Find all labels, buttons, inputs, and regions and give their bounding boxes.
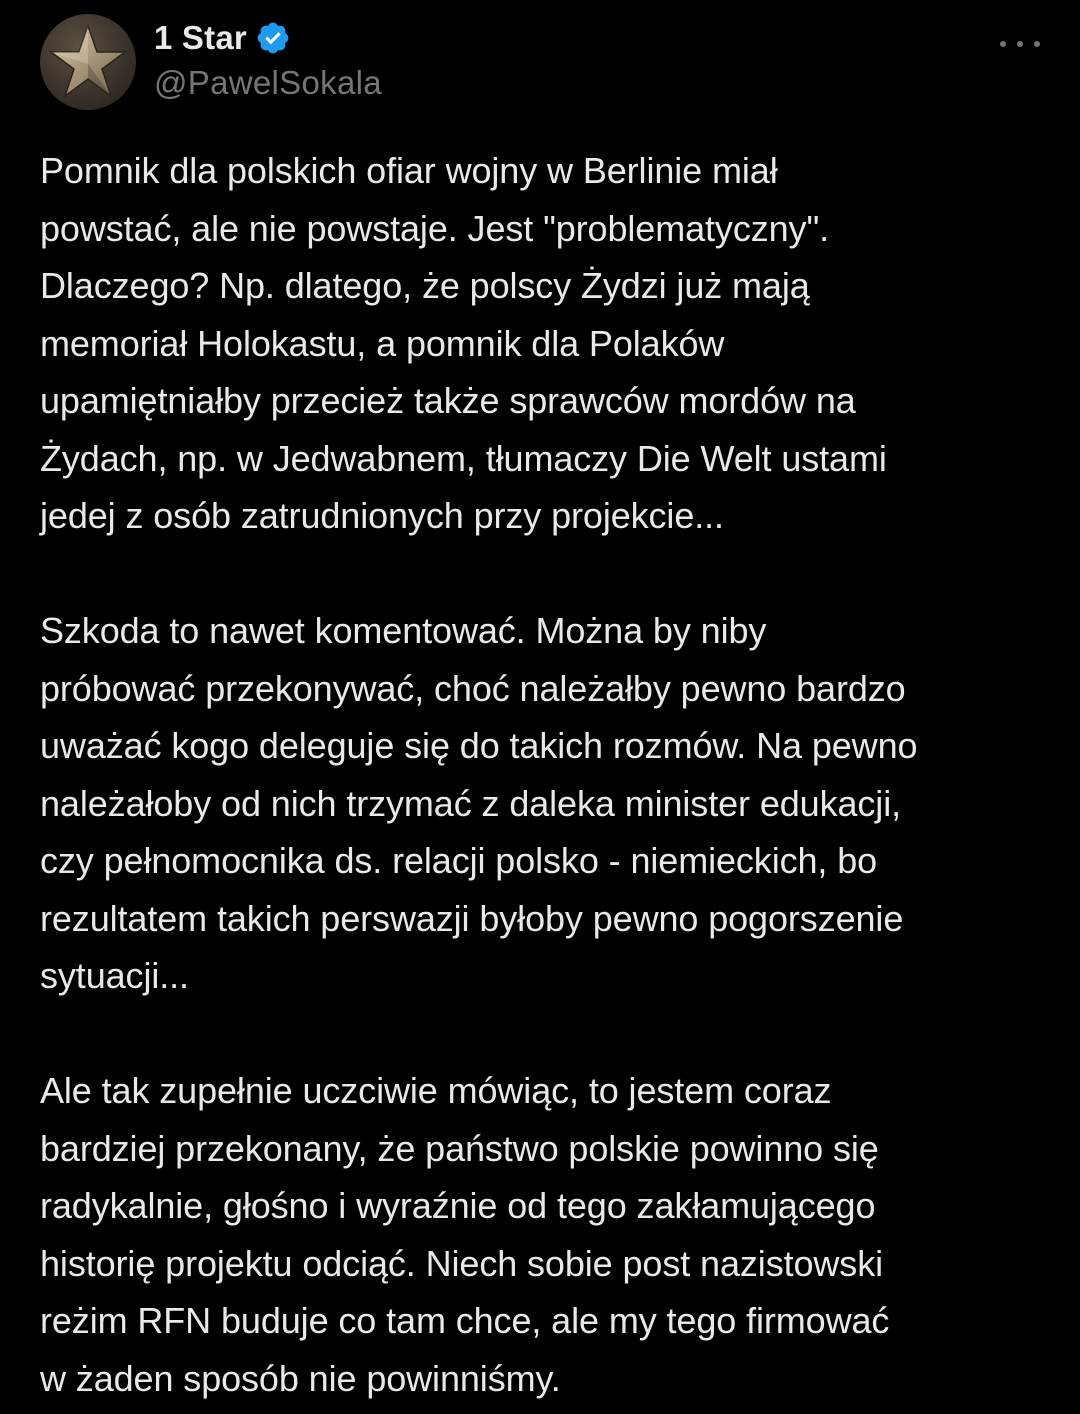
author-info bbox=[154, 16, 854, 102]
author-display-name[interactable]: 1 Star bbox=[154, 19, 247, 56]
tweet-header bbox=[40, 14, 1040, 110]
dot bbox=[1000, 41, 1006, 47]
tweet-paragraph: Pomnik dla polskich ofiar wojny w Berlinie miał powstać, ale nie powstaje. Jest "problematyczny". Dlaczego? Np. dlatego, że polscy Żydzi już mają memoriał Holokastu, a pomnik dla Polaków upamiętniałby przecież także sprawców mordów na Żydach, np. w Jedwabnem, tłumaczy Die Welt ustami jedej z osób zatrudnionych przy projekcie... bbox=[40, 150, 887, 536]
tweet-paragraph: Ale tak zupełnie uczciwie mówiąc, to jestem coraz bardziej przekonany, że państwo polskie powinno się radykalnie, głośno i wyraźnie od tego zakłamującego historię projektu odciąć. Niech sobie post nazistowski reżim RFN buduje co tam chce, ale my tego firmować w żaden sposób nie powinniśmy. bbox=[40, 1070, 890, 1399]
star-icon bbox=[40, 14, 136, 110]
dot bbox=[1034, 41, 1040, 47]
verified-badge-icon[interactable] bbox=[255, 20, 291, 56]
avatar[interactable] bbox=[40, 14, 136, 110]
name-row bbox=[154, 16, 854, 60]
tweet-paragraph: Szkoda to nawet komentować. Można by niby próbować przekonywać, choć należałby pewno bardzo uważać kogo deleguje się do takich rozmów. Na pewno należałoby od nich trzymać z daleka minister edukacji, czy pełnomocnika ds. relacji polsko - niemieckich, bo rezultatem takich perswazji byłoby pewno pogorszenie sytuacji... bbox=[40, 610, 918, 996]
more-options-icon[interactable] bbox=[1000, 32, 1040, 56]
dot bbox=[1017, 41, 1023, 47]
tweet-text bbox=[40, 142, 1050, 1407]
author-handle[interactable]: @PawelSokala bbox=[154, 64, 382, 101]
